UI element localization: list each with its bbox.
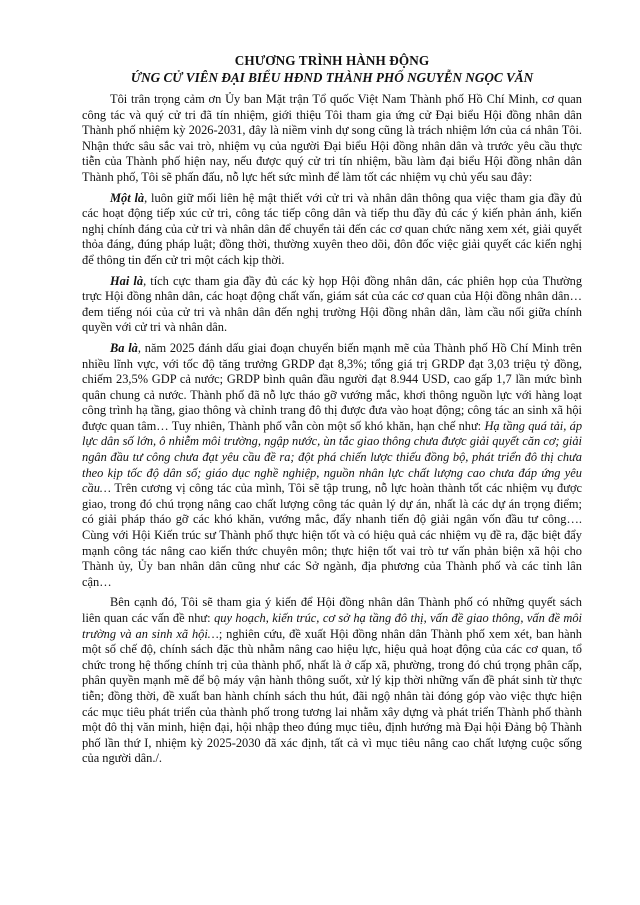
- paragraph-2-lead: Hai là: [110, 273, 144, 288]
- paragraph-3: [82, 341, 582, 591]
- paragraph-3-lead: Ba là: [110, 340, 138, 355]
- paragraph-4-text-a: Bên cạnh đó, Tôi sẽ tham gia ý kiến để Hội đồng nhân dân Thành phố có những quyết sách liên quan các vấn đề như:: [82, 595, 582, 625]
- paragraph-2-text: , tích cực tham gia đầy đủ các kỳ họp Hội đồng nhân dân, các phiên họp của Thường trực Hội đồng nhân dân, các hoạt động chất vấn, giám sát của các cơ quan của Hội đồng nhân dân…đem tiếng nói của cử tri và nhân dân đến nghị trường Hội đồng nhân dân, làm cầu nối giữa chính quyền với cử tri và nhân dân.: [82, 273, 583, 335]
- intro-paragraph: Tôi trân trọng cảm ơn Ủy ban Mặt trận Tổ quốc Việt Nam Thành phố Hồ Chí Minh, cơ quan công tác và quý cử tri đã tín nhiệm, giới thiệu Tôi tham gia ứng cử Đại biểu Hội đồng nhân dân Thành phố nhiệm kỳ 2026-2031, đây là niềm vinh dự song cũng là trách nhiệm lớn của cá nhân Tôi. Nhận thức sâu sắc vai trò, nhiệm vụ của người Đại biểu Hội đồng nhân dân và trước yêu cầu thực tiễn của Thành phố hiện nay, nếu được quý cử tri tín nhiệm, bầu làm đại biểu Hội đồng nhân dân Thành phố, Tôi sẽ phấn đấu, nỗ lực hết sức mình để làm tốt các nhiệm vụ chủ yếu sau đây:: [82, 92, 582, 184]
- document-subtitle: ỨNG CỬ VIÊN ĐẠI BIỂU HĐND THÀNH PHỐ NGUYỄN NGỌC VĂN: [130, 70, 534, 85]
- paragraph-1-text: , luôn giữ mối liên hệ mật thiết với cử tri và nhân dân thông qua việc tham gia đầy đủ các hoạt động tiếp xúc cử tri, công tác tiếp công dân và tiếp thu đầy đủ các ý kiến phản ánh, kiến nghị chính đáng của cử tri và nhân dân để chuyển tải đến các cơ quan chức năng xem xét, giải quyết thỏa đáng, đúng pháp luật; đồng thời, thường xuyên theo dõi, đôn đốc việc giải quyết các kiến nghị để thông tin đến cử tri một cách kịp thời.: [82, 190, 582, 267]
- paragraph-3-italic: Hạ tầng quá tải, áp lực dân số lớn, ô nhiễm môi trường, ngập nước, ùn tắc giao thông chưa được giải quyết căn cơ; giải ngân đầu tư công chưa đạt yêu cầu đề ra; đột phá chiến lược thiếu đồng bộ, phát triển đô thị chưa theo kịp tốc độ dân số; giáo dục nghề nghiệp, nguồn nhân lực chất lượng cao chưa đáp ứng yêu cầu…: [82, 418, 583, 496]
- paragraph-2: [82, 274, 582, 336]
- paragraph-3-text-a: , năm 2025 đánh dấu giai đoạn chuyển biến mạnh mẽ của Thành phố Hồ Chí Minh trên nhiều lĩnh vực, với tốc độ tăng trưởng GRDP đạt 8,3%; tổng giá trị GRDP đạt 3,03 triệu tỷ đồng, chiếm 23,5% GDP cả nước; GRDP bình quân đầu người đạt 8.944 USD, cao gấp 1,7 lần mức bình quân chung cả nước. Thành phố đã nỗ lực tháo gỡ vướng mắc, khơi thông nguồn lực với hàng loạt công trình hạ tầng, giao thông và chỉnh trang đô thị được đưa vào hoạt động; công tác an sinh xã hội được quan tâm… Tuy nhiên, Thành phố vẫn còn một số khó khăn, hạn chế như:: [82, 340, 582, 433]
- paragraph-4-italic: quy hoạch, kiến trúc, cơ sở hạ tầng đô thị, vấn đề giao thông, vấn đề môi trường và an sinh xã hội…: [82, 611, 583, 641]
- paragraph-1: [82, 191, 582, 269]
- paragraph-3-text-b: Trên cương vị công tác của mình, Tôi sẽ tập trung, nỗ lực hoàn thành tốt các nhiệm vụ được giao, trong đó chú trọng nâng cao chất lượng công tác quản lý dự án, nhất là các dự án trọng điểm; có giải pháp tháo gỡ các khó khăn, vướng mắc, đẩy nhanh tiến độ giải ngân vốn đầu tư công…. Cùng với Hội Kiến trúc sư Thành phố thực hiện tốt và có hiệu quả các nhiệm vụ đề ra, đặc biệt đẩy mạnh công tác nâng cao kiến thức chuyên môn; thực hiện tốt vai trò tư vấn phản biện xã hội cho Thành ủy, Ủy ban nhân dân cũng như các Sở ngành, địa phương của Thành phố và các tỉnh lân cận…: [82, 481, 582, 589]
- paragraph-4-text-b: ; nghiên cứu, đề xuất Hội đồng nhân dân Thành phố xem xét, ban hành một số chế độ, chính sách đặc thù nhằm nâng cao hiệu lực, hiệu quả hoạt động của các cơ quan, tổ chức trong hệ thống chính trị của thành phố, nhất là ở cấp xã, phường, trong đó chú trọng phân cấp, phân quyền mạnh mẽ để bộ máy vận hành thông suốt, xử lý kịp thời những vấn đề phát sinh từ thực tiễn; đồng thời, đề xuất ban hành chính sách thu hút, đãi ngộ nhân tài đóng góp vào việc thực hiện các mục tiêu phát triển của thành phố trong tương lai nhằm xây dựng và phát triển Thành phố thành một đô thị văn minh, hiện đại, hội nhập theo đúng mục tiêu, định hướng mà Đại hội Đảng bộ Thành phố lần thứ I, nhiệm kỳ 2025-2030 đã xác định, tất cả vì mục tiêu nâng cao chất lượng cuộc sống của người dân./.: [82, 626, 582, 766]
- document-title: CHƯƠNG TRÌNH HÀNH ĐỘNG: [234, 53, 430, 68]
- paragraph-1-lead: Một là: [110, 190, 145, 205]
- paragraph-4: [82, 595, 582, 767]
